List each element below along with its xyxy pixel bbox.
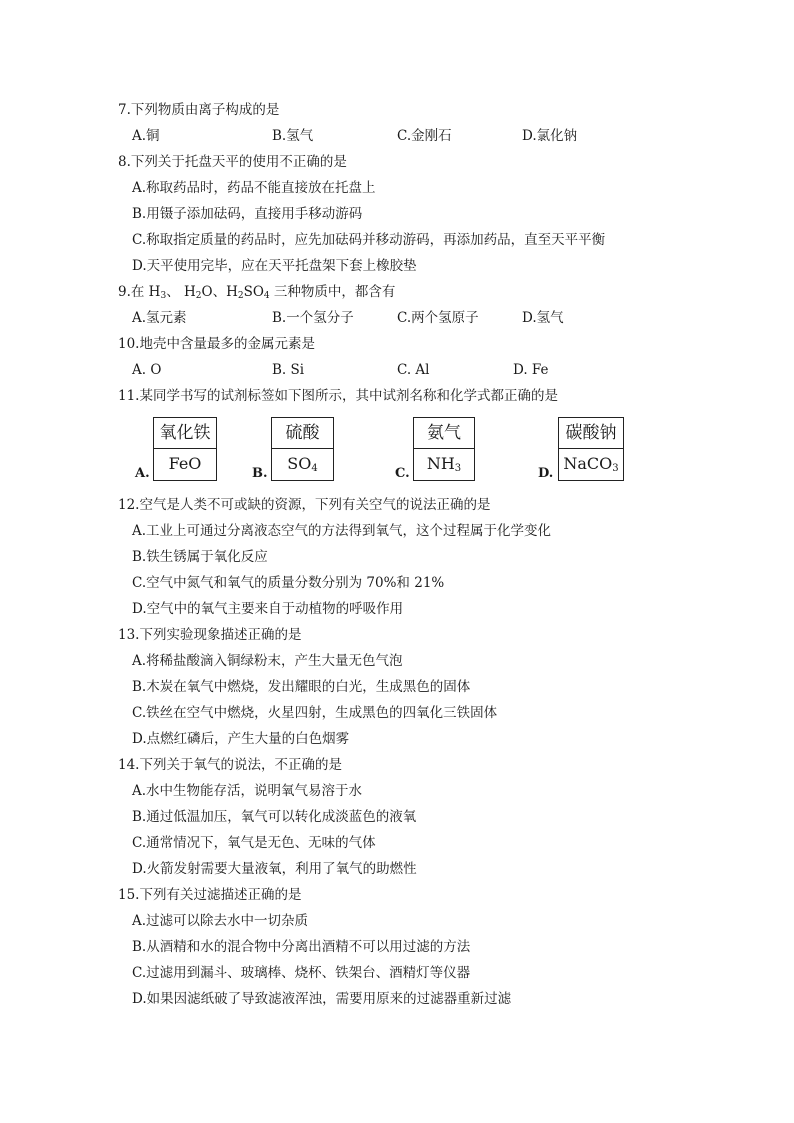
question-8-option-b: B.用镊子添加砝码，直接用手移动游码	[132, 206, 363, 222]
question-8-option-c: C.称取指定质量的药品时，应先加砝码并移动游码，再添加药品，直至天平平衡	[132, 232, 606, 248]
question-12-option-a: A.工业上可通过分离液态空气的方法得到氧气，这个过程属于化学变化	[132, 523, 552, 539]
option-d: D.氢气	[522, 310, 564, 326]
option-b: B. Si	[272, 362, 305, 378]
reagent-formula: NaCO$_3$	[563, 454, 619, 474]
question-7-options	[0, 127, 794, 145]
option-c: C.两个氢原子	[397, 310, 479, 326]
question-15-option-d: D.如果因滤纸破了导致滤液浑浊，需要用原来的过滤器重新过滤	[132, 991, 512, 1007]
label-letter: B.	[252, 466, 268, 481]
label-letter: A.	[135, 466, 150, 481]
option-c: C. Al	[397, 362, 430, 378]
reagent-formula: $NH_3$	[426, 454, 462, 474]
option-c: C.金刚石	[397, 128, 452, 144]
question-8-option-d: D.天平使用完毕，应在天平托盘架下套上橡胶垫	[132, 258, 417, 274]
reagent-name: 氨气	[414, 418, 474, 449]
question-14-option-c: C.通常情况下，氧气是无色、无味的气体	[132, 835, 376, 851]
question-14-option-b: B.通过低温加压，氧气可以转化成淡蓝色的液氧	[132, 809, 417, 825]
question-14-option-a: A.水中生物能存活，说明氧气易溶于水	[132, 783, 363, 799]
option-a: A. O	[132, 362, 162, 378]
reagent-name: 氧化铁	[154, 418, 216, 449]
question-15-option-c: C.过滤用到漏斗、玻璃棒、烧杯、铁架台、酒精灯等仪器	[132, 965, 471, 981]
question-7-stem: 7.下列物质由离子构成的是	[118, 102, 280, 118]
reagent-formula: $SO_4$	[287, 454, 318, 474]
question-13-stem: 13.下列实验现象描述正确的是	[118, 627, 302, 643]
option-d: D. Fe	[513, 362, 549, 378]
question-12-stem: 12.空气是人类不可或缺的资源，下列有关空气的说法正确的是	[118, 497, 491, 513]
reagent-name: 碳酸钠	[559, 418, 623, 449]
label-letter: C.	[395, 466, 410, 481]
question-14-option-d: D.火箭发射需要大量液氧，利用了氧气的助燃性	[132, 861, 417, 877]
option-a: A.氢元素	[132, 310, 187, 326]
label-letter: D.	[538, 466, 554, 481]
option-a: A.铜	[132, 128, 160, 144]
question-15-option-a: A.过滤可以除去水中一切杂质	[132, 913, 309, 929]
question-10-options	[0, 361, 794, 379]
question-11-stem: 11.某同学书写的试剂标签如下图所示，其中试剂名称和化学式都正确的是	[118, 388, 558, 404]
question-15-stem: 15.下列有关过滤描述正确的是	[118, 887, 302, 903]
label-box	[271, 417, 334, 481]
question-12-option-b: B.铁生锈属于氧化反应	[132, 549, 268, 565]
question-13-option-a: A.将稀盐酸滴入铜绿粉末，产生大量无色气泡	[132, 653, 403, 669]
reagent-formula: FeO	[168, 454, 202, 473]
question-14-stem: 14.下列关于氧气的说法，不正确的是	[118, 757, 342, 773]
option-b: B.一个氢分子	[272, 310, 354, 326]
question-8-option-a: A.称取药品时，药品不能直接放在托盘上	[132, 180, 376, 196]
label-box	[558, 417, 624, 481]
question-9-options	[0, 309, 794, 327]
reagent-name: 硫酸	[272, 418, 333, 449]
question-10-stem: 10.地壳中含量最多的金属元素是	[118, 336, 315, 352]
question-13-option-d: D.点燃红磷后，产生大量的白色烟雾	[132, 731, 350, 747]
question-15-option-b: B.从酒精和水的混合物中分离出酒精不可以用过滤的方法	[132, 939, 471, 955]
label-box	[413, 417, 475, 481]
label-box	[153, 417, 217, 481]
question-13-option-c: C.铁丝在空气中燃烧，火星四射，生成黑色的四氧化三铁固体	[132, 705, 498, 721]
question-12-option-d: D.空气中的氧气主要来自于动植物的呼吸作用	[132, 601, 404, 617]
option-d: D.氯化钠	[522, 128, 578, 144]
question-13-option-b: B.木炭在氧气中燃烧，发出耀眼的白光，生成黑色的固体	[132, 679, 471, 695]
option-b: B.氢气	[272, 128, 314, 144]
question-8-stem: 8.下列关于托盘天平的使用不正确的是	[118, 154, 347, 170]
question-9-stem: 9.在 $H_3$、 $H_2O$、$H_2SO_4$ 三种物质中，都含有	[118, 284, 396, 301]
question-12-option-c: C.空气中氮气和氧气的质量分数分别为 70%和 21%	[132, 575, 445, 591]
